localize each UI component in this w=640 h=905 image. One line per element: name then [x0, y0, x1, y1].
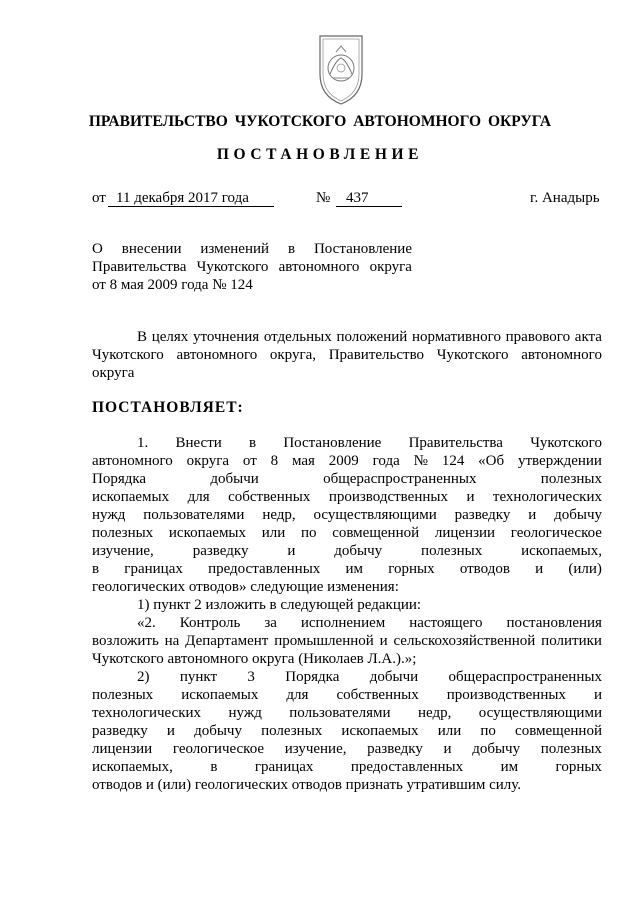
word: общераспространенных — [448, 669, 602, 685]
word: ископаемых — [341, 723, 419, 739]
word: О — [92, 241, 103, 257]
word: Чукотского — [436, 347, 509, 363]
word: лицензии — [434, 525, 496, 541]
word: и — [466, 489, 475, 505]
item-1 — [92, 434, 602, 794]
word: 2) — [137, 669, 150, 685]
word: настоящего — [409, 615, 483, 631]
subitem-1-line — [92, 596, 602, 614]
word: и — [443, 741, 452, 757]
preamble — [92, 328, 602, 382]
word: или — [261, 525, 286, 541]
word: Постановление — [283, 435, 382, 451]
number-label: № — [316, 190, 331, 206]
subitem-2-line — [92, 704, 602, 722]
word: В — [137, 329, 148, 345]
word: Правительство — [328, 347, 425, 363]
word: положений — [336, 329, 408, 345]
word: по — [480, 723, 496, 739]
word: добычу — [334, 543, 383, 559]
chukotka-coat-of-arms-icon — [300, 30, 382, 108]
subitem-2-line — [92, 740, 602, 758]
word: добычи — [369, 669, 419, 685]
word: изучение, — [92, 543, 154, 559]
word: и — [166, 723, 175, 739]
subject-line — [92, 240, 412, 258]
word: ископаемых — [181, 687, 259, 703]
word: им — [500, 759, 519, 775]
item-1-line — [92, 524, 602, 542]
word: политики — [541, 633, 602, 649]
word: для — [286, 687, 309, 703]
word: Порядка — [285, 669, 340, 685]
word: Внести — [175, 435, 222, 451]
subitem-1-line — [92, 614, 602, 632]
word: недр, — [262, 507, 296, 523]
word: отводов — [459, 561, 510, 577]
decree-heading: ПОСТАНОВЛЯЕТ: — [92, 399, 244, 416]
word: пункт — [179, 669, 218, 685]
word: Контроль — [179, 615, 241, 631]
word: предоставленных — [208, 561, 321, 577]
word: и — [535, 561, 544, 577]
word: в — [92, 561, 100, 577]
word: или — [437, 723, 462, 739]
item-1-line — [92, 452, 602, 470]
word: года — [372, 453, 400, 469]
word: Чукотского — [92, 347, 164, 363]
word: полезных — [540, 741, 602, 757]
word: 1) пункт 2 изложить в следующей редакции: — [137, 597, 422, 613]
word: геологическое — [510, 525, 602, 541]
subject-line — [92, 258, 412, 276]
word: Чукотского автономного округа (Николаев Л.А.).»; — [92, 651, 417, 667]
word: по — [300, 525, 317, 541]
word: округа — [186, 453, 230, 469]
word: недр, — [417, 705, 452, 721]
word: 8 — [270, 453, 279, 469]
word: горных — [388, 561, 435, 577]
word: и — [593, 687, 602, 703]
word: пользователями — [143, 507, 245, 523]
word: производственных — [446, 687, 566, 703]
item-1-line — [92, 506, 602, 524]
item-1-line — [92, 434, 602, 452]
word: Постановление — [313, 241, 412, 257]
word: осуществляющими — [313, 507, 437, 523]
subitem-2-line — [92, 758, 602, 776]
word: производственных — [328, 489, 448, 505]
word: автономного — [278, 259, 360, 275]
word: технологических — [92, 705, 202, 721]
word: лицензии — [92, 741, 153, 757]
preamble-line — [92, 346, 602, 364]
word: в — [249, 435, 257, 451]
word: Чукотского — [530, 435, 602, 451]
word: исполнением — [300, 615, 386, 631]
word: 3 — [247, 669, 255, 685]
word: пользователями — [289, 705, 391, 721]
city: г. Анадырь — [530, 190, 600, 206]
word: добычи — [210, 471, 259, 487]
word: горных — [555, 759, 602, 775]
word: разведку — [92, 723, 148, 739]
word: внесении — [121, 241, 182, 257]
word: добычу — [194, 723, 242, 739]
preamble-line — [92, 328, 602, 346]
organization-title: ПРАВИТЕЛЬСТВО ЧУКОТСКОГО АВТОНОМНОГО ОКРУГА — [88, 113, 552, 130]
word: добычу — [554, 507, 602, 523]
word: геологических отводов» следующие изменения: — [92, 579, 399, 595]
word: округа — [369, 259, 412, 275]
word: осуществляющими — [478, 705, 602, 721]
word: общераспространенных — [323, 471, 477, 487]
word: геологическое — [172, 741, 265, 757]
document-type-title: ПОСТАНОВЛЕНИЕ — [216, 146, 424, 163]
word: им — [345, 561, 364, 577]
item-1-line — [92, 488, 602, 506]
subitem-2-line — [92, 722, 602, 740]
word: нормативного — [412, 329, 501, 345]
word: акта — [574, 329, 602, 345]
subitem-1-line — [92, 650, 602, 668]
word: округа — [92, 365, 135, 381]
word: от — [242, 453, 257, 469]
word: нужд — [92, 507, 126, 523]
word: автономного — [521, 347, 602, 363]
word: полезных — [261, 723, 323, 739]
word: правового — [505, 329, 571, 345]
subject-line — [92, 276, 412, 294]
word: полезных — [92, 687, 154, 703]
word: «Об — [478, 453, 505, 469]
word: ископаемых — [168, 525, 247, 541]
word: Порядка — [92, 471, 147, 487]
date-prefix: от — [92, 190, 106, 206]
item-1-line — [92, 578, 602, 596]
number-field — [336, 190, 402, 207]
word: разведку — [367, 741, 423, 757]
word: Правительства — [92, 259, 187, 275]
word: ископаемых, — [521, 543, 602, 559]
word: ископаемых, — [92, 759, 173, 775]
word: для — [187, 489, 210, 505]
word: совмещенной — [332, 525, 420, 541]
word: предоставленных — [350, 759, 464, 775]
number-value: 437 — [336, 191, 402, 207]
word: утверждении — [518, 453, 602, 469]
word: автономного — [176, 347, 258, 363]
subject-block — [92, 240, 412, 294]
word: автономного — [92, 453, 173, 469]
item-1-line — [92, 470, 602, 488]
word: ископаемых — [92, 489, 170, 505]
word: на — [164, 633, 180, 649]
word: и — [287, 543, 296, 559]
word: добычу — [472, 741, 521, 757]
word: уточнения — [193, 329, 260, 345]
word: округа, — [269, 347, 317, 363]
word: от 8 мая 2009 года № 124 — [92, 277, 253, 293]
word: Чукотского — [196, 259, 269, 275]
word: технологических — [492, 489, 602, 505]
date-field — [108, 190, 274, 207]
word: нужд — [228, 705, 262, 721]
word: разведку — [192, 543, 249, 559]
word: 2009 — [328, 453, 359, 469]
word: промышленной — [274, 633, 374, 649]
date-value: 11 декабря 2017 года — [108, 191, 274, 207]
word: и — [379, 633, 388, 649]
word: совмещенной — [515, 723, 602, 739]
preamble-line — [92, 364, 602, 382]
subitem-1-line — [92, 632, 602, 650]
word: и — [528, 507, 537, 523]
word: собственных — [336, 687, 419, 703]
subitem-2-line — [92, 668, 602, 686]
word: разведку — [454, 507, 511, 523]
word: отводов и (или) геологических отводов признать утратившим силу. — [92, 777, 522, 793]
word: сельскохозяйственной — [393, 633, 536, 649]
word: (или) — [568, 561, 602, 577]
word: Департамент — [185, 633, 269, 649]
coat-of-arms-emblem — [300, 30, 382, 108]
word: изменений — [200, 241, 270, 257]
word: № — [413, 453, 428, 469]
word: возложить — [92, 633, 159, 649]
word: мая — [291, 453, 315, 469]
subitem-2-line — [92, 776, 602, 794]
word: отдельных — [263, 329, 332, 345]
word: Правительства — [408, 435, 503, 451]
word: полезных — [92, 525, 154, 541]
word: 124 — [441, 453, 465, 469]
word: полезных — [421, 543, 483, 559]
word: целях — [151, 329, 189, 345]
word: собственных — [228, 489, 311, 505]
subitem-2-line — [92, 686, 602, 704]
word: в — [287, 241, 296, 257]
word: границах — [124, 561, 183, 577]
word: 1. — [137, 435, 149, 451]
word: за — [264, 615, 277, 631]
item-1-line — [92, 542, 602, 560]
word: полезных — [540, 471, 602, 487]
word: «2. — [137, 615, 156, 631]
word: постановления — [506, 615, 602, 631]
word: границах — [254, 759, 314, 775]
word: в — [210, 759, 218, 775]
item-1-line — [92, 560, 602, 578]
word: изучение, — [284, 741, 347, 757]
